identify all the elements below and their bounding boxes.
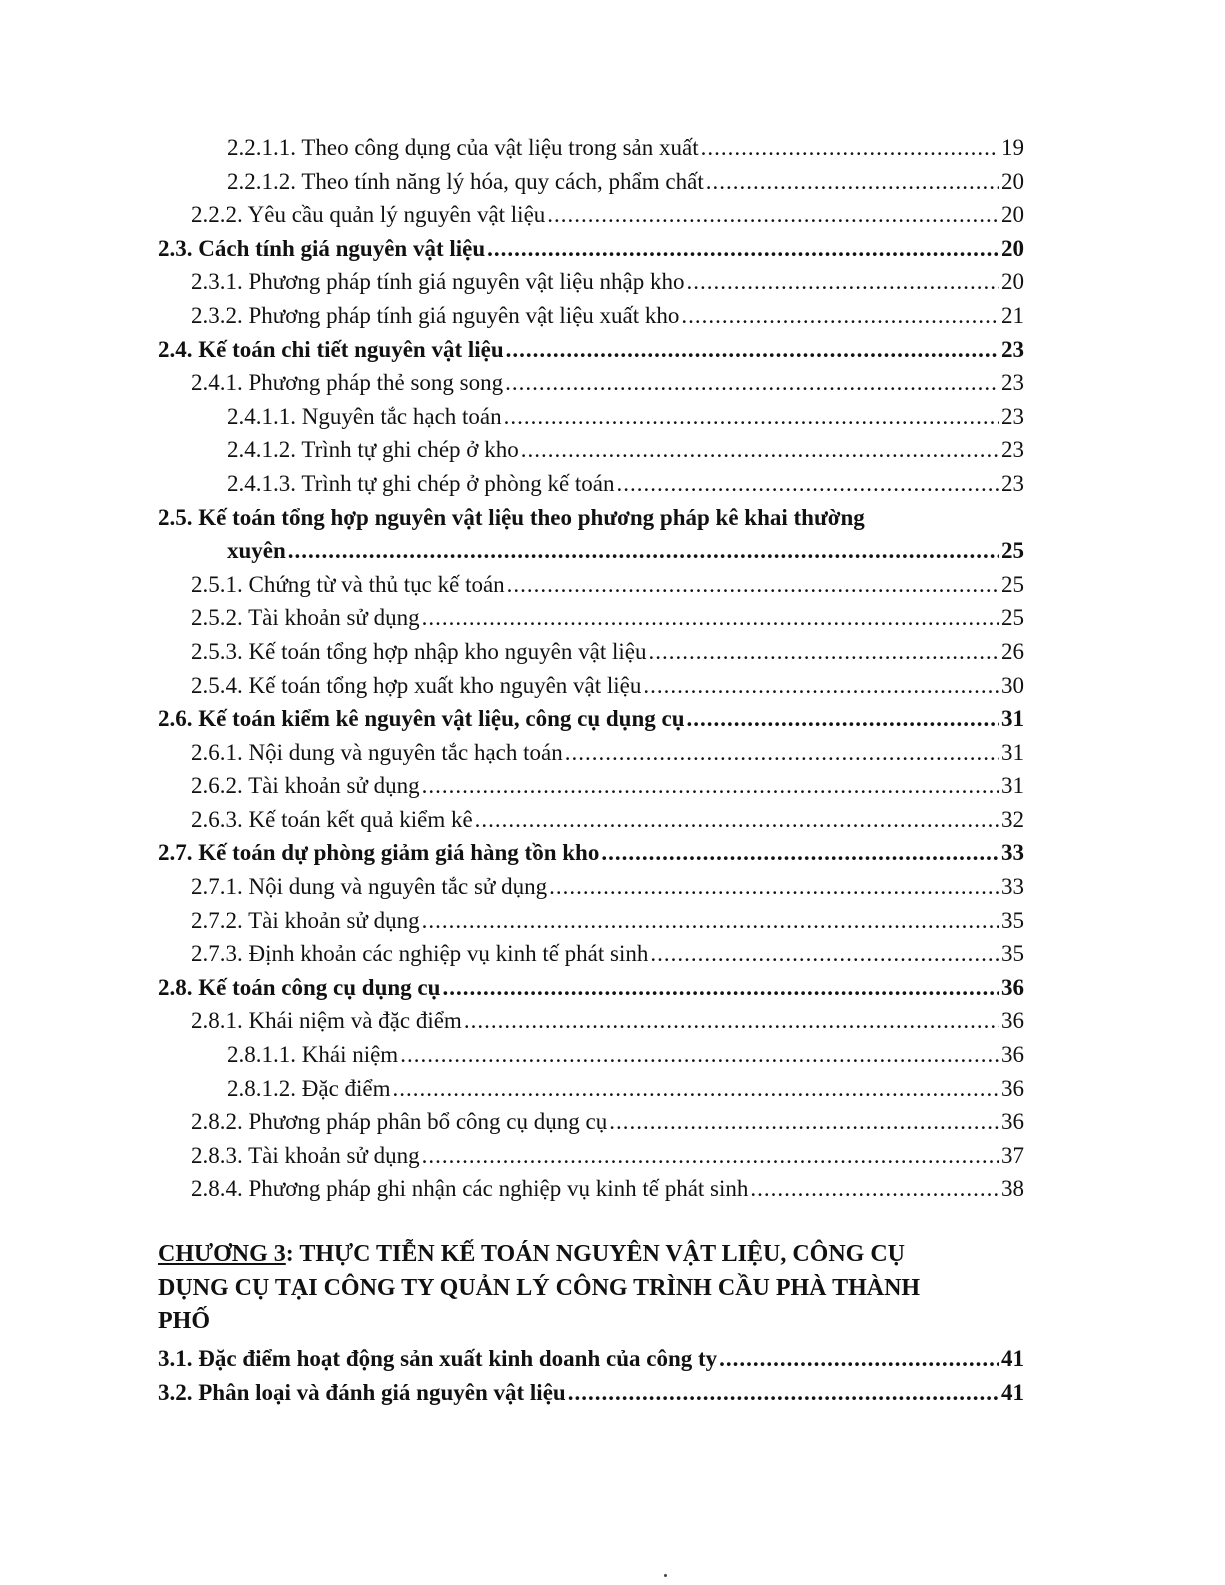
toc-page-number: 36 (1001, 1042, 1024, 1068)
toc-page-number: 23 (1001, 437, 1024, 463)
dot-leader (393, 1072, 999, 1106)
toc-page-number: 31 (1001, 773, 1024, 799)
toc-section-chapter2-a (158, 131, 1024, 501)
toc-entry-text: 2.2.2. Yêu cầu quản lý nguyên vật liệu (191, 202, 546, 228)
toc-entry[interactable] (158, 937, 1024, 971)
dot-leader (507, 568, 999, 602)
dot-leader (464, 1004, 999, 1038)
toc-page-number: 21 (1001, 302, 1024, 328)
toc-page-number: 38 (1001, 1176, 1024, 1202)
dot-leader (750, 1172, 999, 1206)
toc-entry[interactable] (158, 1342, 1024, 1376)
toc-entry[interactable] (158, 904, 1024, 938)
toc-page-number: 20 (1001, 235, 1024, 261)
toc-page-number: 36 (1001, 1008, 1024, 1034)
toc-page-number: 41 (1001, 1379, 1024, 1405)
dot-leader (609, 1105, 999, 1139)
toc-page-number: 36 (1001, 974, 1024, 1000)
toc-entry-text: 2.7.2. Tài khoản sử dụng (191, 907, 420, 933)
toc-entry-text: 2.4.1.3. Trình tự ghi chép ở phòng kế toán (227, 470, 615, 496)
toc-entry-text-line2: xuyên (227, 538, 286, 564)
dot-leader (617, 467, 999, 501)
toc-entry[interactable] (158, 836, 1024, 870)
toc-entry-text: 2.8.4. Phương pháp ghi nhận các nghiệp vụ kinh tế phát sinh (191, 1176, 749, 1202)
toc-entry[interactable] (158, 467, 1024, 501)
toc-entry-2-5[interactable] (158, 501, 1024, 568)
toc-page-number: 32 (1001, 806, 1024, 832)
dot-leader (681, 299, 999, 333)
toc-entry-text: 2.8.1. Khái niệm và đặc điểm (191, 1008, 462, 1034)
toc-page-number: 31 (1001, 706, 1024, 732)
toc-entry[interactable] (158, 333, 1024, 367)
toc-entry-line2 (158, 534, 1024, 568)
toc-entry-text: 2.3. Cách tính giá nguyên vật liệu (158, 235, 486, 261)
toc-entry-text: 2.5.3. Kế toán tổng hợp nhập kho nguyên vật liệu (191, 638, 647, 664)
toc-entry[interactable] (158, 400, 1024, 434)
toc-entry-text: 2.8.2. Phương pháp phân bổ công cụ dụng cụ (191, 1109, 608, 1135)
dot-leader (442, 971, 999, 1005)
toc-entry-text: 2.2.1.2. Theo tính năng lý hóa, quy cách, phẩm chất (227, 168, 704, 194)
toc-entry-text: 2.4.1. Phương pháp thẻ song song (191, 370, 504, 396)
toc-entry-text: 2.5.1. Chứng từ và thủ tục kế toán (191, 571, 505, 597)
toc-page-number: 33 (1001, 840, 1024, 866)
toc-entry-text: 2.4. Kế toán chi tiết nguyên vật liệu (158, 336, 504, 362)
toc-page-number: 25 (1001, 605, 1024, 631)
toc-entry-text: 2.2.1.1. Theo công dụng của vật liệu trong sản xuất (227, 135, 699, 160)
toc-entry-text: 3.1. Đặc điểm hoạt động sản xuất kinh doanh của công ty (158, 1346, 718, 1371)
toc-entry-text: 2.6.3. Kế toán kết quả kiểm kê (191, 806, 473, 832)
toc-entry[interactable] (158, 299, 1024, 333)
dot-leader (706, 165, 999, 199)
toc-entry[interactable] (158, 265, 1024, 299)
toc-page-number: 36 (1001, 1109, 1024, 1135)
page-mark (664, 1574, 667, 1577)
toc-entry[interactable] (158, 568, 1024, 602)
toc-entry[interactable] (158, 1038, 1024, 1072)
toc-entry-text-line1: 2.5. Kế toán tổng hợp nguyên vật liệu theo phương pháp kê khai thường (158, 504, 865, 530)
toc-page-number: 35 (1001, 941, 1024, 967)
chapter-3-heading (158, 1238, 1024, 1339)
toc-entry[interactable] (158, 366, 1024, 400)
toc-entry[interactable] (158, 1072, 1024, 1106)
toc-entry[interactable] (158, 971, 1024, 1005)
toc-entry-text: 3.2. Phân loại và đánh giá nguyên vật liệu (158, 1379, 566, 1405)
toc-page-number: 23 (1001, 370, 1024, 396)
toc-entry-text: 2.5.2. Tài khoản sử dụng (191, 605, 420, 631)
toc-entry-text: 2.6.1. Nội dung và nguyên tắc hạch toán (191, 739, 563, 765)
toc-page-number: 35 (1001, 907, 1024, 933)
dot-leader (521, 433, 999, 467)
toc-entry[interactable] (158, 1172, 1024, 1206)
dot-leader (701, 131, 999, 165)
toc-entry[interactable] (158, 803, 1024, 837)
toc-page-number: 26 (1001, 638, 1024, 664)
dot-leader (506, 333, 999, 367)
dot-leader (687, 702, 1000, 736)
dot-leader (475, 803, 999, 837)
chapter-3-title-line2: DỤNG CỤ TẠI CÔNG TY QUẢN LÝ CÔNG TRÌNH CẦU PHÀ THÀNH (158, 1274, 921, 1301)
dot-leader (288, 534, 999, 568)
toc-page-number: 20 (1001, 202, 1024, 228)
toc-entry-text: 2.6. Kế toán kiểm kê nguyên vật liệu, công cụ dụng cụ (158, 706, 685, 732)
toc-entry[interactable] (158, 669, 1024, 703)
toc-entry-text: 2.4.1.2. Trình tự ghi chép ở kho (227, 437, 519, 463)
toc-entry-text: 2.7. Kế toán dự phòng giảm giá hàng tồn kho (158, 840, 600, 866)
chapter-3-title-line1: : THỰC TIỄN KẾ TOÁN NGUYÊN VẬT LIỆU, CÔNG CỤ (285, 1241, 906, 1267)
toc-page-number: 20 (1001, 168, 1024, 194)
toc-entry-text: 2.8.1.2. Đặc điểm (227, 1075, 391, 1101)
toc-page-number: 37 (1001, 1142, 1024, 1168)
toc-entry[interactable] (158, 1139, 1024, 1173)
dot-leader (422, 601, 999, 635)
toc-entry[interactable] (158, 131, 1024, 165)
toc-entry[interactable] (158, 736, 1024, 770)
toc-entry-text: 2.4.1.1. Nguyên tắc hạch toán (227, 403, 502, 429)
chapter-3-label: CHƯƠNG 3 (158, 1241, 286, 1267)
toc-entry-text: 2.3.1. Phương pháp tính giá nguyên vật liệu nhập kho (191, 269, 685, 295)
dot-leader (565, 736, 999, 770)
dot-leader (568, 1376, 999, 1410)
toc-page-number: 31 (1001, 739, 1024, 765)
toc-section-chapter2-b (158, 568, 1024, 1206)
dot-leader (487, 232, 999, 266)
toc-page-number: 20 (1001, 269, 1024, 295)
dot-leader (643, 669, 999, 703)
dot-leader (648, 635, 999, 669)
dot-leader (505, 366, 999, 400)
toc-entry[interactable] (158, 769, 1024, 803)
chapter-3-title-line3: PHỐ (158, 1308, 210, 1334)
toc-entry-text: 2.7.1. Nội dung và nguyên tắc sử dụng (191, 874, 548, 900)
table-of-contents (158, 131, 1024, 1206)
dot-leader (400, 1038, 999, 1072)
dot-leader (422, 1139, 999, 1173)
dot-leader (547, 198, 999, 232)
toc-entry-text: 2.8. Kế toán công cụ dụng cụ (158, 974, 441, 1000)
toc-page-number: 23 (1001, 336, 1024, 362)
toc-entry-text: 2.8.1.1. Khái niệm (227, 1042, 399, 1068)
dot-leader (504, 400, 999, 434)
table-of-contents-chapter3 (158, 1342, 1024, 1409)
toc-page-number: 23 (1001, 403, 1024, 429)
toc-entry[interactable] (158, 1376, 1024, 1410)
toc-entry-text: 2.5.4. Kế toán tổng hợp xuất kho nguyên vật liệu (191, 672, 642, 698)
toc-page-number: 25 (1001, 538, 1024, 564)
toc-entry[interactable] (158, 165, 1024, 199)
toc-page-number: 36 (1001, 1075, 1024, 1101)
toc-section-chapter3 (158, 1342, 1024, 1409)
chapter-3-line1 (158, 1238, 1024, 1272)
dot-leader (719, 1342, 999, 1376)
dot-leader (650, 937, 999, 971)
toc-entry-text: 2.3.2. Phương pháp tính giá nguyên vật liệu xuất kho (191, 302, 680, 328)
toc-entry-text: 2.8.3. Tài khoản sử dụng (191, 1142, 420, 1168)
toc-page-number: 25 (1001, 571, 1024, 597)
toc-entry[interactable] (158, 635, 1024, 669)
dot-leader (601, 836, 999, 870)
toc-entry-text: 2.6.2. Tài khoản sử dụng (191, 773, 420, 799)
toc-page-number: 23 (1001, 470, 1024, 496)
toc-entry[interactable] (158, 198, 1024, 232)
toc-entry[interactable] (158, 601, 1024, 635)
toc-page-number: 30 (1001, 672, 1024, 698)
toc-entry[interactable] (158, 1105, 1024, 1139)
toc-entry[interactable] (158, 1004, 1024, 1038)
dot-leader (549, 870, 999, 904)
toc-page-number: 19 (1001, 135, 1024, 160)
toc-entry[interactable] (158, 702, 1024, 736)
dot-leader (422, 769, 999, 803)
toc-page-number: 33 (1001, 874, 1024, 900)
toc-entry[interactable] (158, 232, 1024, 266)
toc-page-number: 41 (1001, 1346, 1024, 1371)
toc-entry-text: 2.7.3. Định khoản các nghiệp vụ kinh tế phát sinh (191, 941, 649, 967)
toc-entry[interactable] (158, 870, 1024, 904)
toc-entry[interactable] (158, 433, 1024, 467)
dot-leader (687, 265, 999, 299)
dot-leader (422, 904, 999, 938)
